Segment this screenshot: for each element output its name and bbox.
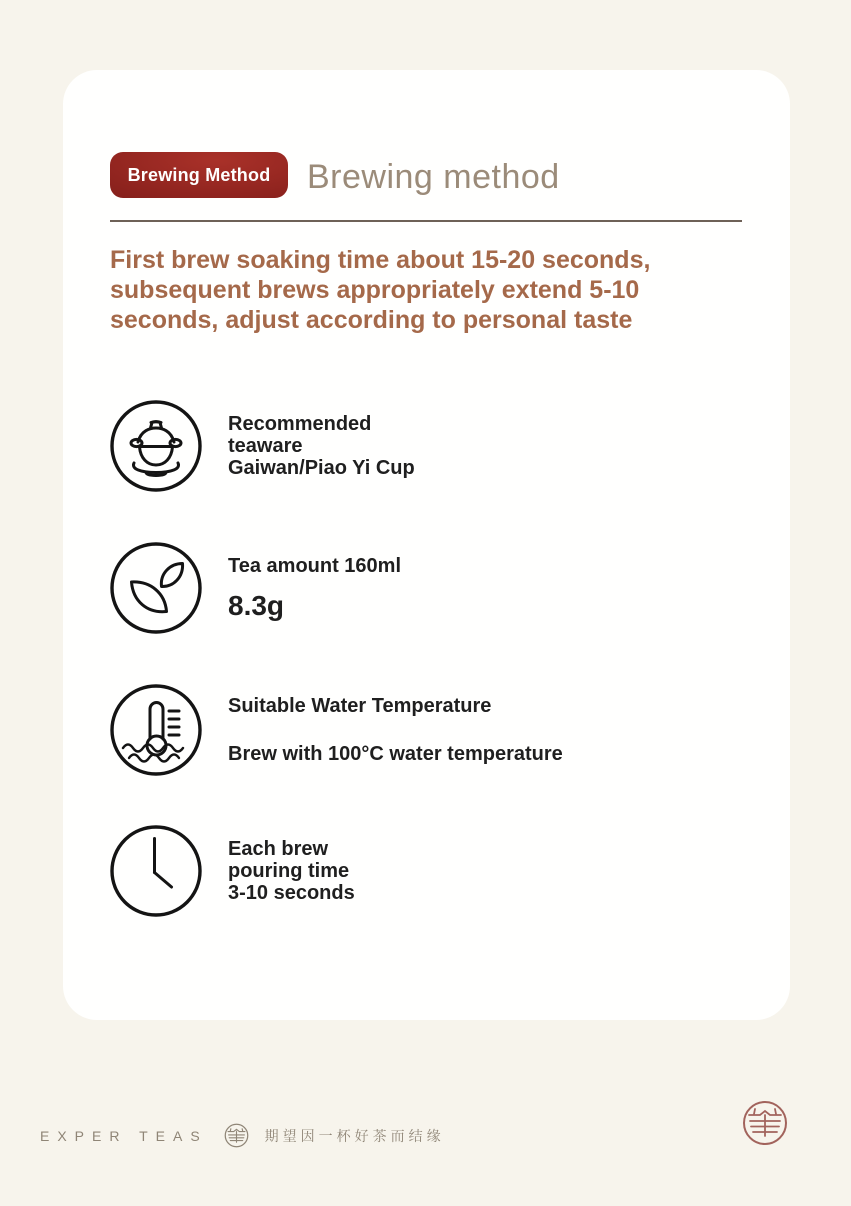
section-badge xyxy=(110,152,288,198)
step-line: teaware xyxy=(228,435,303,457)
step-line: Gaiwan/Piao Yi Cup xyxy=(228,457,415,479)
intro-line: subsequent brews appropriately extend 5-10 xyxy=(110,276,640,304)
brand-name: EXPER TEAS xyxy=(40,1127,208,1144)
step-title: Suitable Water Temperature xyxy=(228,695,492,717)
gaiwan-icon xyxy=(108,398,204,494)
thermometer-icon xyxy=(108,682,204,778)
tea-seal-icon xyxy=(741,1099,789,1147)
step-teaware-text xyxy=(228,413,415,479)
step-title: Tea amount 160ml xyxy=(228,555,402,577)
intro-line: First brew soaking time about 15-20 seconds, xyxy=(110,246,651,274)
step-line: Each brew xyxy=(228,838,329,860)
step-teaware xyxy=(108,398,728,494)
section-badge-label: Brewing Method xyxy=(127,164,271,185)
step-tea-amount-text xyxy=(228,555,401,621)
step-pouring-time xyxy=(108,823,728,919)
footer xyxy=(40,1122,445,1149)
intro-paragraph xyxy=(110,245,650,335)
brand-tagline: 期望因一杯好茶而结缘 xyxy=(264,1127,445,1144)
step-line: 3-10 seconds xyxy=(228,882,355,904)
tea-leaf-icon xyxy=(108,540,204,636)
tea-amount-value: 8.3g xyxy=(228,590,285,621)
page-title: Brewing method xyxy=(307,158,560,196)
step-water-temperature xyxy=(108,682,728,778)
tea-glyph-logo-icon xyxy=(223,1122,250,1149)
water-temperature-detail: Brew with 100°C water temperature xyxy=(228,743,563,765)
step-pouring-time-text xyxy=(228,838,355,904)
step-water-temperature-text xyxy=(228,695,563,765)
clock-icon xyxy=(108,823,204,919)
step-line: pouring time xyxy=(228,860,350,882)
intro-line: seconds, adjust according to personal taste xyxy=(110,306,633,334)
step-line: Recommended xyxy=(228,413,372,435)
content-card xyxy=(63,70,790,1020)
step-tea-amount xyxy=(108,540,728,636)
divider-line xyxy=(110,220,742,222)
